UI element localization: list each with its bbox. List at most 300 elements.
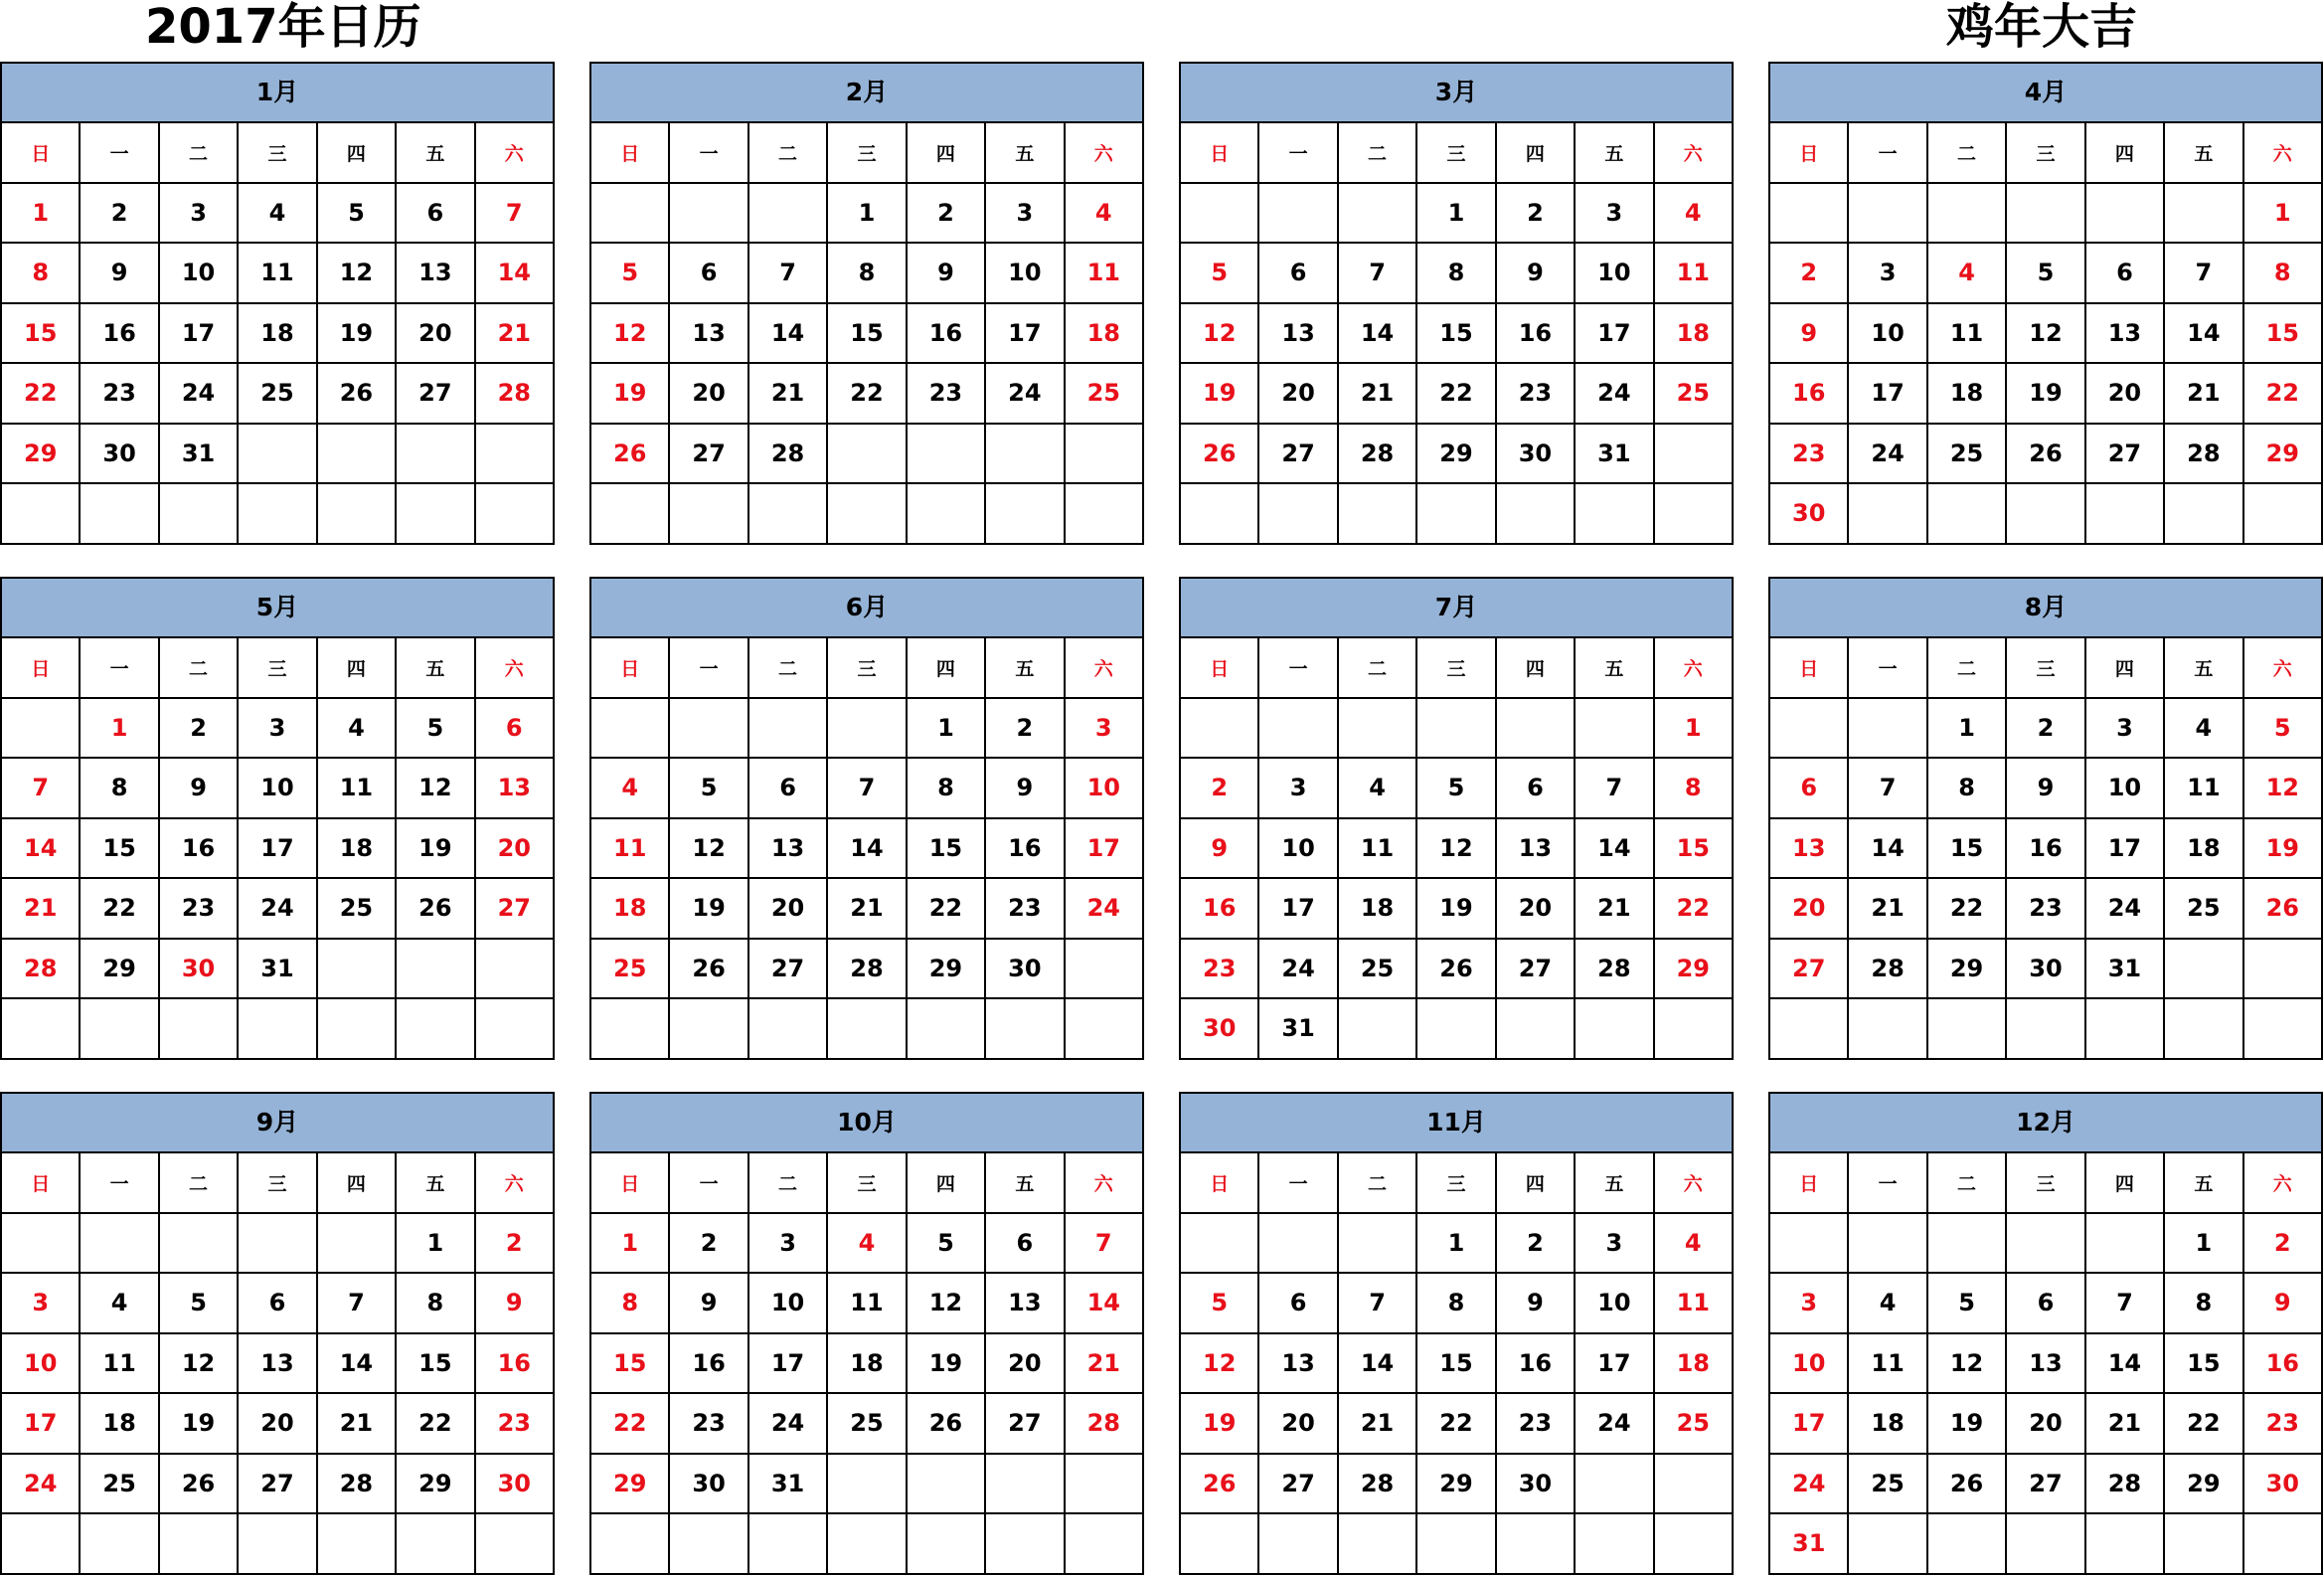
day-cell: 30	[1497, 425, 1576, 485]
day-cell: 8	[591, 1274, 670, 1334]
day-cell: 21	[828, 879, 907, 940]
day-cell: 14	[476, 244, 555, 304]
day-cell: 22	[2165, 1394, 2243, 1455]
day-cell: 20	[239, 1394, 317, 1455]
weekday-header: 四	[908, 123, 986, 184]
empty-cell	[318, 425, 397, 485]
day-cell: 30	[476, 1455, 555, 1515]
day-cell: 17	[2086, 819, 2165, 880]
day-cell: 7	[318, 1274, 397, 1334]
empty-cell	[986, 1455, 1065, 1515]
day-cell: 5	[318, 184, 397, 245]
weekday-header: 日	[1770, 1153, 1849, 1214]
day-cell: 19	[160, 1394, 239, 1455]
empty-cell	[318, 940, 397, 1000]
day-cell: 4	[1928, 244, 2007, 304]
weekday-header: 五	[986, 123, 1065, 184]
empty-cell	[476, 940, 555, 1000]
day-cell: 2	[1497, 184, 1576, 245]
day-cell: 30	[2007, 940, 2085, 1000]
day-cell: 19	[318, 304, 397, 365]
month-block	[589, 577, 1144, 1060]
month-grid	[2, 123, 555, 545]
day-cell: 5	[2244, 699, 2323, 760]
day-cell: 6	[239, 1274, 317, 1334]
day-cell: 29	[1655, 940, 1734, 1000]
day-cell: 2	[81, 184, 159, 245]
month-header: 9月	[2, 1094, 555, 1153]
day-cell: 5	[1181, 244, 1259, 304]
empty-cell	[2086, 1214, 2165, 1275]
weekday-header: 一	[1259, 123, 1338, 184]
day-cell: 1	[591, 1214, 670, 1275]
weekday-header: 四	[1497, 123, 1576, 184]
day-cell: 17	[1770, 1394, 1849, 1455]
empty-cell	[1576, 1455, 1654, 1515]
empty-cell	[749, 999, 828, 1060]
weekday-header: 二	[1339, 638, 1417, 699]
day-cell: 23	[81, 364, 159, 425]
day-cell: 30	[160, 940, 239, 1000]
empty-cell	[828, 484, 907, 545]
weekday-header: 四	[2086, 638, 2165, 699]
day-cell: 19	[2244, 819, 2323, 880]
month-grid	[591, 1153, 1144, 1575]
day-cell: 29	[2165, 1455, 2243, 1515]
weekday-header: 六	[1655, 123, 1734, 184]
day-cell: 16	[908, 304, 986, 365]
day-cell: 26	[2244, 879, 2323, 940]
day-cell: 14	[2086, 1334, 2165, 1395]
day-cell: 24	[2, 1455, 81, 1515]
day-cell: 14	[2165, 304, 2243, 365]
day-cell: 21	[749, 364, 828, 425]
day-cell: 29	[81, 940, 159, 1000]
day-cell: 17	[1259, 879, 1338, 940]
day-cell: 13	[1770, 819, 1849, 880]
weekday-header: 一	[81, 638, 159, 699]
day-cell: 9	[1497, 244, 1576, 304]
day-cell: 15	[1928, 819, 2007, 880]
day-cell: 21	[318, 1394, 397, 1455]
day-cell: 29	[2244, 425, 2323, 485]
empty-cell	[1770, 1214, 1849, 1275]
day-cell: 23	[1497, 364, 1576, 425]
day-cell: 3	[239, 699, 317, 760]
day-cell: 10	[1576, 1274, 1654, 1334]
month-block	[1768, 62, 2323, 545]
weekday-header: 四	[1497, 638, 1576, 699]
day-cell: 1	[2244, 184, 2323, 245]
weekday-header: 二	[160, 1153, 239, 1214]
weekday-header: 三	[1417, 123, 1496, 184]
day-cell: 7	[1339, 1274, 1417, 1334]
empty-cell	[1770, 999, 1849, 1060]
day-cell: 1	[828, 184, 907, 245]
day-cell: 13	[986, 1274, 1065, 1334]
month-block	[589, 62, 1144, 545]
day-cell: 24	[1576, 364, 1654, 425]
month-grid	[2, 1153, 555, 1575]
day-cell: 15	[591, 1334, 670, 1395]
day-cell: 26	[670, 940, 748, 1000]
month-header: 1月	[2, 64, 555, 123]
day-cell: 14	[1066, 1274, 1144, 1334]
day-cell: 11	[239, 244, 317, 304]
day-cell: 30	[1181, 999, 1259, 1060]
empty-cell	[160, 1214, 239, 1275]
day-cell: 10	[749, 1274, 828, 1334]
empty-cell	[591, 999, 670, 1060]
day-cell: 11	[1655, 244, 1734, 304]
month-header: 6月	[591, 579, 1144, 638]
day-cell: 12	[1181, 304, 1259, 365]
day-cell: 28	[476, 364, 555, 425]
empty-cell	[1259, 1514, 1338, 1575]
empty-cell	[2007, 1214, 2085, 1275]
empty-cell	[1066, 484, 1144, 545]
weekday-header: 三	[2007, 638, 2085, 699]
weekday-header: 三	[1417, 1153, 1496, 1214]
month-header: 8月	[1770, 579, 2323, 638]
day-cell: 11	[828, 1274, 907, 1334]
day-cell: 16	[1770, 364, 1849, 425]
day-cell: 25	[828, 1394, 907, 1455]
day-cell: 15	[81, 819, 159, 880]
empty-cell	[2007, 1514, 2085, 1575]
day-cell: 13	[670, 304, 748, 365]
day-cell: 9	[986, 759, 1065, 819]
day-cell: 18	[1655, 1334, 1734, 1395]
day-cell: 22	[1417, 364, 1496, 425]
day-cell: 15	[2165, 1334, 2243, 1395]
day-cell: 15	[2, 304, 81, 365]
day-cell: 28	[1339, 1455, 1417, 1515]
weekday-header: 六	[1655, 1153, 1734, 1214]
month-header: 10月	[591, 1094, 1144, 1153]
empty-cell	[749, 484, 828, 545]
empty-cell	[1655, 1455, 1734, 1515]
day-cell: 20	[1259, 364, 1338, 425]
day-cell: 11	[591, 819, 670, 880]
day-cell: 2	[1181, 759, 1259, 819]
empty-cell	[318, 1214, 397, 1275]
day-cell: 24	[2086, 879, 2165, 940]
day-cell: 8	[908, 759, 986, 819]
empty-cell	[670, 999, 748, 1060]
empty-cell	[2007, 999, 2085, 1060]
weekday-header: 六	[2244, 638, 2323, 699]
day-cell: 1	[908, 699, 986, 760]
day-cell: 14	[749, 304, 828, 365]
empty-cell	[670, 699, 748, 760]
day-cell: 27	[1259, 425, 1338, 485]
day-cell: 21	[1339, 364, 1417, 425]
empty-cell	[2, 1214, 81, 1275]
day-cell: 17	[2, 1394, 81, 1455]
month-grid	[591, 123, 1144, 545]
day-cell: 20	[670, 364, 748, 425]
day-cell: 19	[1181, 1394, 1259, 1455]
month-block	[1179, 1092, 1734, 1575]
day-cell: 15	[397, 1334, 475, 1395]
day-cell: 26	[2007, 425, 2085, 485]
empty-cell	[1770, 184, 1849, 245]
empty-cell	[239, 1514, 317, 1575]
day-cell: 16	[1497, 304, 1576, 365]
weekday-header: 日	[2, 1153, 81, 1214]
day-cell: 26	[591, 425, 670, 485]
day-cell: 16	[81, 304, 159, 365]
day-cell: 16	[2244, 1334, 2323, 1395]
day-cell: 7	[1849, 759, 1927, 819]
empty-cell	[397, 999, 475, 1060]
empty-cell	[2244, 999, 2323, 1060]
day-cell: 14	[1339, 304, 1417, 365]
month-grid	[1181, 1153, 1734, 1575]
empty-cell	[1417, 484, 1496, 545]
day-cell: 19	[2007, 364, 2085, 425]
empty-cell	[591, 699, 670, 760]
weekday-header: 五	[2165, 123, 2243, 184]
day-cell: 23	[986, 879, 1065, 940]
day-cell: 18	[239, 304, 317, 365]
weekday-header: 五	[397, 638, 475, 699]
day-cell: 25	[1655, 364, 1734, 425]
day-cell: 14	[1576, 819, 1654, 880]
day-cell: 22	[908, 879, 986, 940]
day-cell: 28	[2086, 1455, 2165, 1515]
day-cell: 4	[591, 759, 670, 819]
day-cell: 17	[749, 1334, 828, 1395]
day-cell: 16	[476, 1334, 555, 1395]
empty-cell	[1339, 699, 1417, 760]
day-cell: 25	[1928, 425, 2007, 485]
empty-cell	[239, 999, 317, 1060]
empty-cell	[1339, 1514, 1417, 1575]
empty-cell	[160, 1514, 239, 1575]
day-cell: 11	[318, 759, 397, 819]
weekday-header: 一	[1849, 1153, 1927, 1214]
month-block	[1768, 577, 2323, 1060]
day-cell: 6	[986, 1214, 1065, 1275]
empty-cell	[1417, 999, 1496, 1060]
empty-cell	[476, 999, 555, 1060]
day-cell: 10	[160, 244, 239, 304]
empty-cell	[1849, 1214, 1927, 1275]
empty-cell	[670, 1514, 748, 1575]
empty-cell	[1181, 484, 1259, 545]
day-cell: 8	[1417, 1274, 1496, 1334]
empty-cell	[2086, 1514, 2165, 1575]
empty-cell	[1849, 1514, 1927, 1575]
empty-cell	[986, 484, 1065, 545]
day-cell: 4	[318, 699, 397, 760]
day-cell: 7	[476, 184, 555, 245]
day-cell: 28	[1066, 1394, 1144, 1455]
day-cell: 22	[1655, 879, 1734, 940]
month-header: 5月	[2, 579, 555, 638]
weekday-header: 一	[1259, 638, 1338, 699]
day-cell: 25	[239, 364, 317, 425]
weekday-header: 日	[1181, 638, 1259, 699]
day-cell: 25	[318, 879, 397, 940]
day-cell: 13	[239, 1334, 317, 1395]
day-cell: 29	[2, 425, 81, 485]
empty-cell	[81, 1214, 159, 1275]
weekday-header: 一	[1259, 1153, 1338, 1214]
day-cell: 10	[1576, 244, 1654, 304]
day-cell: 28	[318, 1455, 397, 1515]
day-cell: 2	[908, 184, 986, 245]
day-cell: 13	[1259, 1334, 1338, 1395]
day-cell: 25	[1849, 1455, 1927, 1515]
empty-cell	[1928, 999, 2007, 1060]
day-cell: 21	[1066, 1334, 1144, 1395]
month-block	[0, 577, 555, 1060]
day-cell: 5	[1928, 1274, 2007, 1334]
day-cell: 5	[1417, 759, 1496, 819]
weekday-header: 五	[986, 1153, 1065, 1214]
day-cell: 5	[591, 244, 670, 304]
empty-cell	[1928, 1214, 2007, 1275]
weekday-header: 六	[1066, 1153, 1144, 1214]
day-cell: 24	[160, 364, 239, 425]
day-cell: 20	[476, 819, 555, 880]
day-cell: 9	[908, 244, 986, 304]
day-cell: 17	[160, 304, 239, 365]
day-cell: 7	[828, 759, 907, 819]
day-cell: 10	[1066, 759, 1144, 819]
day-cell: 21	[2, 879, 81, 940]
day-cell: 23	[476, 1394, 555, 1455]
weekday-header: 三	[2007, 1153, 2085, 1214]
day-cell: 10	[2086, 759, 2165, 819]
weekday-header: 六	[2244, 123, 2323, 184]
day-cell: 9	[476, 1274, 555, 1334]
day-cell: 11	[1339, 819, 1417, 880]
empty-cell	[2, 999, 81, 1060]
day-cell: 24	[1066, 879, 1144, 940]
day-cell: 6	[1259, 1274, 1338, 1334]
day-cell: 1	[1655, 699, 1734, 760]
weekday-header: 四	[2086, 123, 2165, 184]
empty-cell	[1417, 699, 1496, 760]
day-cell: 8	[1655, 759, 1734, 819]
day-cell: 8	[1417, 244, 1496, 304]
weekday-header: 日	[1770, 638, 1849, 699]
empty-cell	[908, 1455, 986, 1515]
day-cell: 26	[1928, 1455, 2007, 1515]
weekday-header: 六	[1066, 123, 1144, 184]
day-cell: 11	[1066, 244, 1144, 304]
empty-cell	[1339, 184, 1417, 245]
day-cell: 27	[670, 425, 748, 485]
day-cell: 18	[81, 1394, 159, 1455]
day-cell: 2	[986, 699, 1065, 760]
day-cell: 22	[2244, 364, 2323, 425]
month-block	[1179, 577, 1734, 1060]
calendar-title: 2017年日历	[145, 0, 421, 55]
day-cell: 15	[1417, 304, 1496, 365]
day-cell: 8	[2244, 244, 2323, 304]
empty-cell	[1339, 484, 1417, 545]
day-cell: 14	[318, 1334, 397, 1395]
empty-cell	[1181, 1514, 1259, 1575]
day-cell: 12	[2007, 304, 2085, 365]
weekday-header: 二	[1928, 1153, 2007, 1214]
day-cell: 24	[1770, 1455, 1849, 1515]
day-cell: 30	[1770, 484, 1849, 545]
day-cell: 20	[1770, 879, 1849, 940]
day-cell: 25	[81, 1455, 159, 1515]
weekday-header: 四	[1497, 1153, 1576, 1214]
new-year-greeting: 鸡年大吉	[1946, 0, 2138, 55]
empty-cell	[397, 484, 475, 545]
day-cell: 16	[986, 819, 1065, 880]
day-cell: 31	[749, 1455, 828, 1515]
weekday-header: 四	[318, 1153, 397, 1214]
day-cell: 6	[670, 244, 748, 304]
month-grid	[591, 638, 1144, 1060]
empty-cell	[2165, 999, 2243, 1060]
day-cell: 7	[2165, 244, 2243, 304]
day-cell: 17	[1576, 1334, 1654, 1395]
day-cell: 5	[160, 1274, 239, 1334]
empty-cell	[828, 1455, 907, 1515]
weekday-header: 一	[670, 638, 748, 699]
empty-cell	[1066, 940, 1144, 1000]
day-cell: 4	[2165, 699, 2243, 760]
day-cell: 13	[749, 819, 828, 880]
empty-cell	[1259, 484, 1338, 545]
day-cell: 20	[2007, 1394, 2085, 1455]
day-cell: 27	[239, 1455, 317, 1515]
empty-cell	[1181, 184, 1259, 245]
day-cell: 8	[828, 244, 907, 304]
day-cell: 17	[1576, 304, 1654, 365]
empty-cell	[1576, 699, 1654, 760]
weekday-header: 五	[2165, 638, 2243, 699]
day-cell: 1	[2, 184, 81, 245]
day-cell: 31	[160, 425, 239, 485]
day-cell: 2	[2007, 699, 2085, 760]
month-grid	[1181, 638, 1734, 1060]
day-cell: 18	[1849, 1394, 1927, 1455]
weekday-header: 日	[2, 123, 81, 184]
day-cell: 4	[1849, 1274, 1927, 1334]
empty-cell	[239, 1214, 317, 1275]
day-cell: 29	[1928, 940, 2007, 1000]
empty-cell	[1576, 999, 1654, 1060]
day-cell: 23	[1181, 940, 1259, 1000]
day-cell: 16	[1181, 879, 1259, 940]
weekday-header: 四	[908, 638, 986, 699]
month-grid	[1770, 1153, 2323, 1575]
day-cell: 27	[2007, 1455, 2085, 1515]
month-block	[0, 62, 555, 545]
day-cell: 13	[2086, 304, 2165, 365]
day-cell: 18	[1928, 364, 2007, 425]
day-cell: 28	[828, 940, 907, 1000]
weekday-header: 五	[397, 1153, 475, 1214]
day-cell: 29	[397, 1455, 475, 1515]
day-cell: 6	[2007, 1274, 2085, 1334]
day-cell: 8	[2, 244, 81, 304]
day-cell: 1	[1417, 1214, 1496, 1275]
weekday-header: 日	[1181, 123, 1259, 184]
day-cell: 13	[476, 759, 555, 819]
